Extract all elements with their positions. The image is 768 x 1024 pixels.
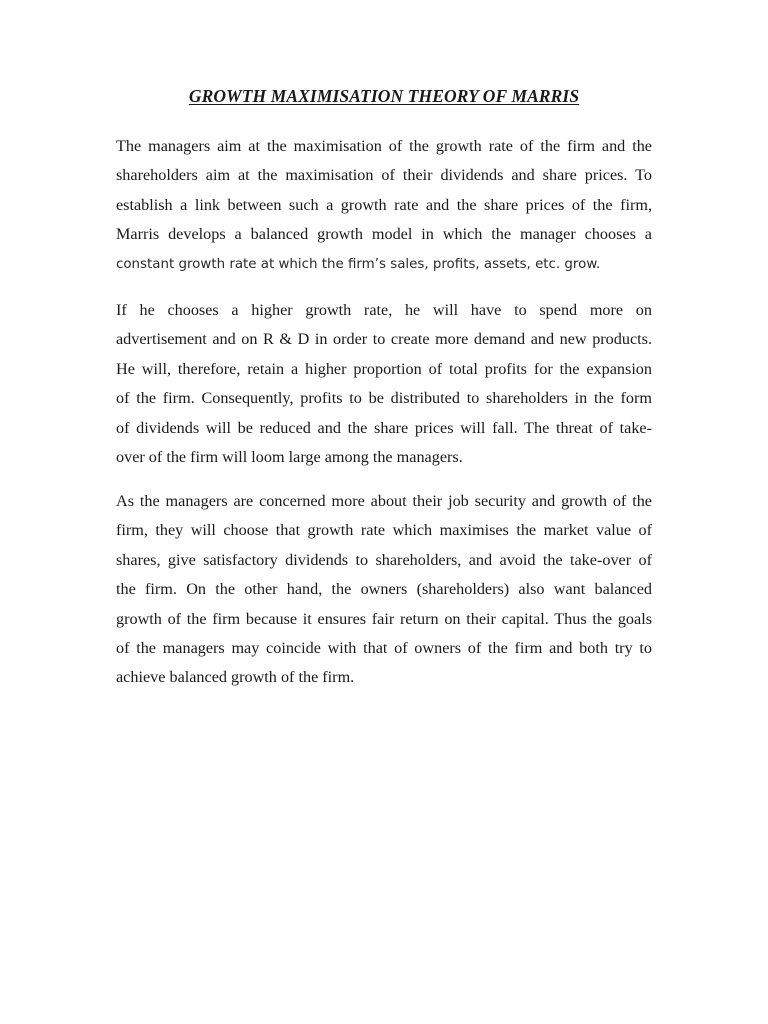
paragraph-line: constant growth rate at which the firm’s sales, profits, assets, etc. grow. (116, 256, 601, 272)
paragraph-line: shareholders aim at the maximisation of their dividends and share prices. To (116, 166, 652, 185)
paragraph-line: firm, they will choose that growth rate which maximises the market value of (116, 521, 652, 540)
paragraph-line: Marris develops a balanced growth model in which the manager chooses a (116, 225, 652, 244)
paragraph-line: The managers aim at the maximisation of the growth rate of the firm and the (116, 137, 652, 155)
paragraph-line: advertisement and on R & D in order to create more demand and new products. (116, 330, 652, 349)
paragraph-1 (116, 132, 652, 279)
paragraph-line: of the managers may coincide with that of owners of the firm and both try to (116, 638, 652, 657)
paragraph-line: shares, give satisfactory dividends to shareholders, and avoid the take-over of (116, 550, 652, 569)
page-title: GROWTH MAXIMISATION THEORY OF MARRIS (188, 86, 580, 106)
paragraph-2 (116, 296, 652, 472)
paragraph-line: over of the firm will loom large among the managers. (116, 447, 463, 466)
paragraph-line: achieve balanced growth of the firm. (116, 668, 355, 687)
paragraph-line: of dividends will be reduced and the share prices will fall. The threat of take- (116, 418, 652, 437)
paragraph-line: the firm. On the other hand, the owners (shareholders) also want balanced (116, 580, 652, 599)
paragraph-line: growth of the firm because it ensures fair return on their capital. Thus the goals (116, 609, 652, 628)
paragraph-line: establish a link between such a growth rate and the share prices of the firm, (116, 195, 652, 214)
paragraph-line: If he chooses a higher growth rate, he will have to spend more on (116, 301, 652, 319)
paragraph-3 (116, 487, 652, 693)
paragraph-line: of the firm. Consequently, profits to be distributed to shareholders in the form (116, 389, 652, 408)
paragraph-line: As the managers are concerned more about their job security and growth of the (116, 492, 652, 510)
paragraph-line: He will, therefore, retain a higher proportion of total profits for the expansion (116, 359, 652, 378)
